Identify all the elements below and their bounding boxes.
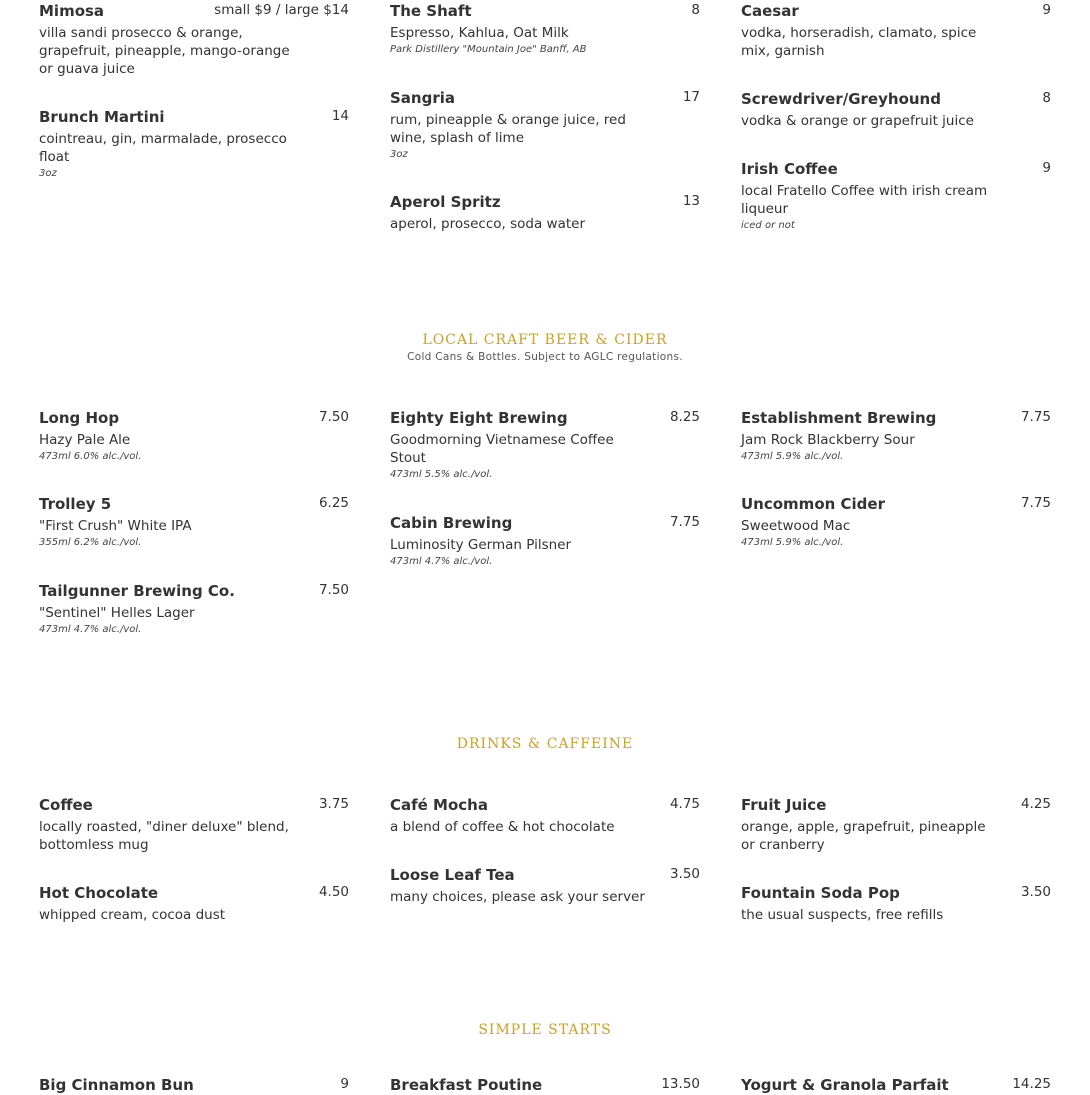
item-price: 13.50 xyxy=(661,1076,700,1092)
item-name: Irish Coffee xyxy=(741,160,838,178)
item-name: Big Cinnamon Bun xyxy=(39,1076,194,1094)
item-price: 4.75 xyxy=(669,796,700,812)
menu-item-coffee xyxy=(39,795,349,854)
item-price: 7.50 xyxy=(318,582,349,598)
item-price: 8 xyxy=(1042,90,1051,106)
item-note: 473ml 5.9% alc./vol. xyxy=(741,451,844,462)
item-name: Eighty Eight Brewing xyxy=(390,409,568,427)
section-subtitle-beer: Cold Cans & Bottles. Subject to AGLC regulations. xyxy=(407,351,683,363)
menu-item-uncommon-cider xyxy=(741,494,1051,550)
menu-item-tailgunner xyxy=(39,581,349,637)
item-price: 13 xyxy=(682,193,700,209)
item-description: orange, apple, grapefruit, pineapple or cranberry xyxy=(741,819,986,853)
item-description: Jam Rock Blackberry Sour xyxy=(741,432,915,448)
section-title-beer: LOCAL CRAFT BEER & CIDER xyxy=(422,332,668,348)
item-name: Café Mocha xyxy=(390,796,488,814)
menu-item-caesar xyxy=(741,1,1051,60)
item-name: Fountain Soda Pop xyxy=(741,884,900,902)
menu-item-aperol-spritz xyxy=(390,192,700,233)
section-title-starts: SIMPLE STARTS xyxy=(478,1022,612,1038)
item-price: 3.50 xyxy=(1020,884,1051,900)
item-name: Aperol Spritz xyxy=(390,193,501,211)
item-price: 9 xyxy=(1042,160,1051,176)
item-name: Sangria xyxy=(390,89,456,107)
item-price: 9 xyxy=(1042,2,1051,18)
section-title-drinks: DRINKS & CAFFEINE xyxy=(456,736,634,752)
item-price: small $9 / large $14 xyxy=(214,2,349,18)
item-description: the usual suspects, free refills xyxy=(741,907,944,923)
item-description: local Fratello Coffee with irish cream liqueur xyxy=(741,183,988,217)
item-name: Mimosa xyxy=(39,2,105,20)
item-description: Espresso, Kahlua, Oat Milk xyxy=(390,25,569,41)
menu-item-trolley-5 xyxy=(39,494,349,550)
item-price: 4.25 xyxy=(1020,796,1051,812)
item-price: 4.50 xyxy=(318,884,349,900)
menu-item-big-cinnamon-bun xyxy=(39,1075,349,1095)
item-note: 473ml 5.9% alc./vol. xyxy=(741,537,844,548)
menu-item-mimosa xyxy=(39,1,349,78)
item-description: whipped cream, cocoa dust xyxy=(39,907,226,923)
menu-item-screwdriver-greyhound xyxy=(741,89,1051,130)
item-description: "Sentinel" Helles Lager xyxy=(39,605,195,621)
item-note: 355ml 6.2% alc./vol. xyxy=(39,537,142,548)
item-price: 3.50 xyxy=(669,866,700,882)
menu-item-breakfast-poutine xyxy=(390,1075,700,1095)
item-description: aperol, prosecco, soda water xyxy=(390,216,585,232)
item-description: vodka & orange or grapefruit juice xyxy=(741,113,974,129)
item-note: 3oz xyxy=(390,149,408,160)
item-description: Sweetwood Mac xyxy=(741,518,851,534)
item-description: "First Crush" White IPA xyxy=(39,518,192,534)
item-description: Luminosity German Pilsner xyxy=(390,537,572,553)
item-description: a blend of coffee & hot chocolate xyxy=(390,819,615,835)
item-note: 473ml 5.5% alc./vol. xyxy=(390,469,493,480)
item-description: vodka, horseradish, clamato, spice mix, garnish xyxy=(741,25,977,59)
menu-item-fountain-soda-pop xyxy=(741,883,1051,924)
item-name: Screwdriver/Greyhound xyxy=(741,90,941,108)
item-note: 3oz xyxy=(39,168,57,179)
item-note: iced or not xyxy=(741,220,795,231)
item-description: villa sandi prosecco & orange, grapefruit, pineapple, mango-orange or guava juice xyxy=(39,25,290,77)
item-price: 7.50 xyxy=(318,409,349,425)
item-price: 7.75 xyxy=(1020,409,1051,425)
item-name: Caesar xyxy=(741,2,799,20)
item-price: 17 xyxy=(682,89,700,105)
menu-item-hot-chocolate xyxy=(39,883,349,924)
item-description: rum, pineapple & orange juice, red wine, splash of lime xyxy=(390,112,626,146)
menu-item-cafe-mocha xyxy=(390,795,700,836)
menu-item-yogurt-granola-parfait xyxy=(741,1075,1051,1095)
item-description: locally roasted, "diner deluxe" blend, bottomless mug xyxy=(39,819,289,853)
item-price: 6.25 xyxy=(318,495,349,511)
item-name: Loose Leaf Tea xyxy=(390,866,515,884)
menu-item-long-hop xyxy=(39,408,349,464)
item-name: Trolley 5 xyxy=(39,495,112,513)
item-name: Long Hop xyxy=(39,409,120,427)
menu-item-irish-coffee xyxy=(741,159,1051,233)
item-description: Goodmorning Vietnamese Coffee Stout xyxy=(390,432,614,466)
item-description: Hazy Pale Ale xyxy=(39,432,131,448)
item-name: Cabin Brewing xyxy=(390,514,513,532)
menu-item-brunch-martini xyxy=(39,107,349,181)
item-price: 7.75 xyxy=(1020,495,1051,511)
menu-item-the-shaft xyxy=(390,1,700,57)
item-name: Brunch Martini xyxy=(39,108,165,126)
item-description: many choices, please ask your server xyxy=(390,889,645,905)
menu-item-eighty-eight-brewing xyxy=(390,408,700,482)
item-name: Coffee xyxy=(39,796,93,814)
item-description: cointreau, gin, marmalade, prosecco float xyxy=(39,131,287,165)
item-name: Tailgunner Brewing Co. xyxy=(39,582,235,600)
item-name: Hot Chocolate xyxy=(39,884,159,902)
item-note: 473ml 4.7% alc./vol. xyxy=(390,556,493,567)
menu-item-loose-leaf-tea xyxy=(390,865,700,906)
menu-item-establishment-brewing xyxy=(741,408,1051,464)
item-note: Park Distillery "Mountain Joe" Banff, AB xyxy=(390,44,587,55)
item-name: Breakfast Poutine xyxy=(390,1076,543,1094)
item-name: Establishment Brewing xyxy=(741,409,937,427)
menu-item-cabin-brewing xyxy=(390,513,700,569)
item-name: The Shaft xyxy=(390,2,472,20)
item-price: 14.25 xyxy=(1012,1076,1051,1092)
item-price: 14 xyxy=(331,108,349,124)
item-name: Uncommon Cider xyxy=(741,495,885,513)
item-name: Fruit Juice xyxy=(741,796,827,814)
item-price: 8 xyxy=(691,2,700,18)
item-note: 473ml 6.0% alc./vol. xyxy=(39,451,142,462)
menu-item-fruit-juice xyxy=(741,795,1051,854)
item-price: 3.75 xyxy=(318,796,349,812)
item-note: 473ml 4.7% alc./vol. xyxy=(39,624,142,635)
item-price: 7.75 xyxy=(669,514,700,530)
menu-item-sangria xyxy=(390,88,700,162)
item-price: 9 xyxy=(340,1076,349,1092)
item-name: Yogurt & Granola Parfait xyxy=(741,1076,949,1094)
item-price: 8.25 xyxy=(669,409,700,425)
